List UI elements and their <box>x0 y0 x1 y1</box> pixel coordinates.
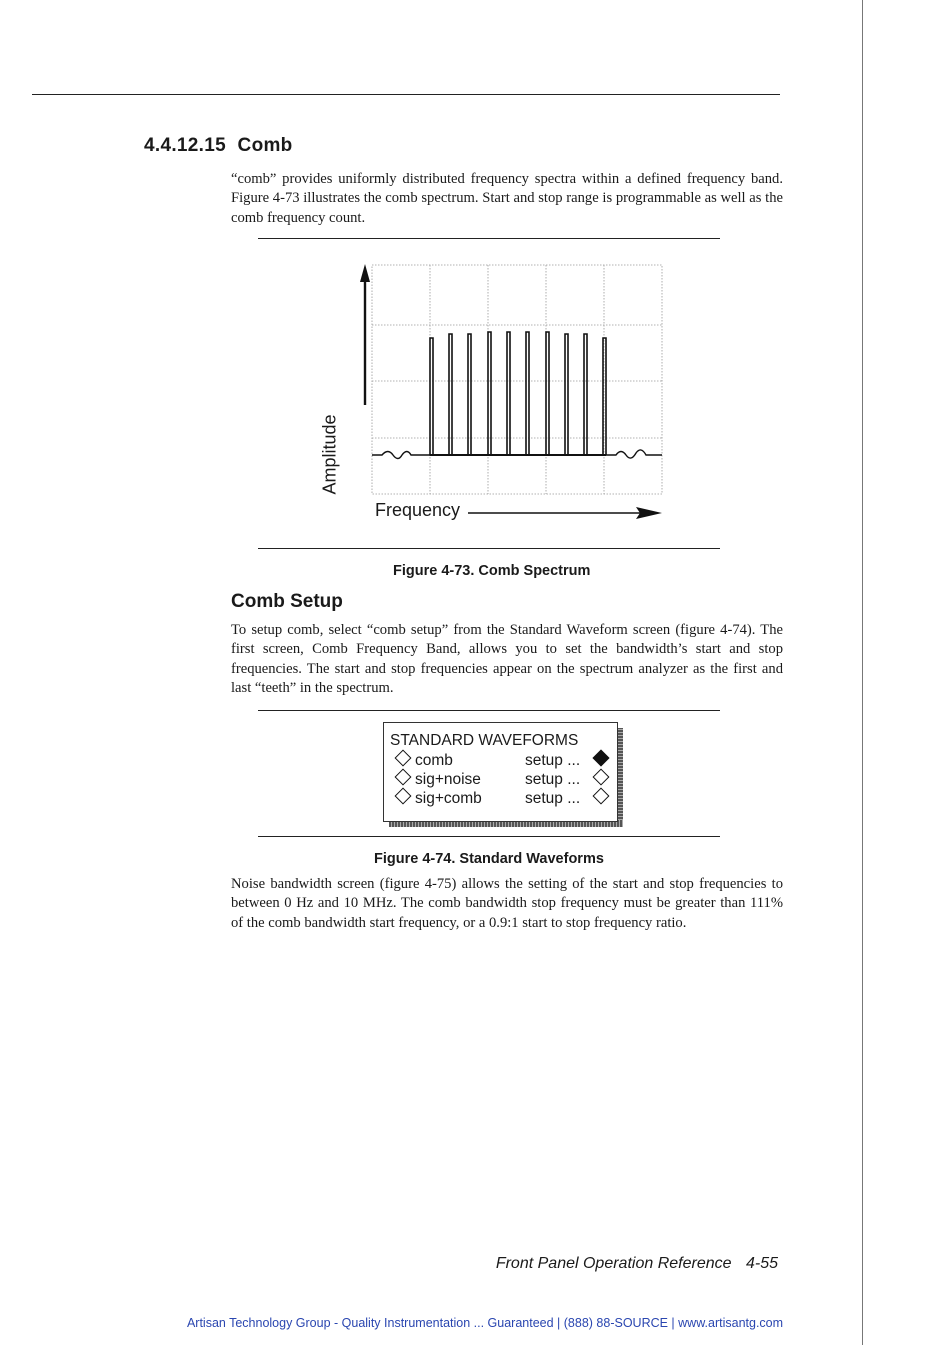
comb-spectrum-diagram <box>300 250 680 540</box>
frequency-label: Frequency <box>375 500 461 520</box>
option-label: sig+noise <box>415 771 481 788</box>
amplitude-label: Amplitude <box>319 414 340 495</box>
amplitude-arrow-icon <box>360 264 370 405</box>
footer-reference <box>496 1255 778 1273</box>
figure1-bottom-rule <box>258 548 720 549</box>
scan-edge-line <box>862 0 863 1345</box>
comb-setup-paragraph: To setup comb, select “comb setup” from the Standard Waveform screen (figure 4-74). The first screen, Comb Frequency Band, allows you to set the bandwidth’s start and stop frequencies. The start and stop frequencies appear on the spectrum analyzer as the first and last “teeth” in the spectrum. <box>231 622 783 697</box>
setup-sig-noise[interactable]: setup ... <box>525 771 581 788</box>
option-sig-noise[interactable] <box>395 771 481 789</box>
option-comb[interactable] <box>395 752 453 770</box>
setup-comb[interactable]: setup ... <box>525 752 581 769</box>
spectrum-grid <box>372 265 662 494</box>
screen-title: STANDARD WAVEFORMS <box>390 732 579 749</box>
header-rule <box>32 94 780 95</box>
standard-waveforms-screen <box>383 722 618 822</box>
option-sig-comb[interactable] <box>395 790 482 808</box>
comb-setup-heading: Comb Setup <box>231 591 343 612</box>
source-footer-link[interactable]: Artisan Technology Group - Quality Instrumentation ... Guaranteed | (888) 88-SOURCE | www.artisantg.com <box>186 1316 784 1330</box>
option-label: sig+comb <box>415 790 482 807</box>
selected-diamond-icon <box>593 752 613 770</box>
figure2-top-rule <box>258 710 720 711</box>
section-heading <box>144 135 293 157</box>
option-label: comb <box>415 752 453 769</box>
menu-row-comb[interactable] <box>395 752 615 771</box>
radio-diamond-icon[interactable] <box>395 750 412 767</box>
radio-diamond-icon[interactable] <box>395 769 412 786</box>
unselected-diamond-icon <box>593 771 613 789</box>
menu-row-sig-noise[interactable] <box>395 771 615 790</box>
page-number: 4-55 <box>745 1255 778 1272</box>
menu-row-sig-comb[interactable] <box>395 790 615 809</box>
radio-diamond-icon[interactable] <box>395 788 412 805</box>
figure2-caption: Figure 4-74. Standard Waveforms <box>374 851 604 867</box>
footer-reference-title: Front Panel Operation Reference <box>495 1255 732 1272</box>
comb-teeth <box>430 332 606 455</box>
section-number: 4.4.12.15 <box>144 135 226 156</box>
figure2-bottom-rule <box>258 836 720 837</box>
unselected-diamond-icon <box>593 790 613 808</box>
noise-paragraph: Noise bandwidth screen (figure 4-75) allows the setting of the start and stop frequencies to between 0 Hz and 10 MHz. The comb bandwidth stop frequency must be greater than 111% of the comb bandwidth start frequency, or a 0.9:1 start to stop frequency ratio. <box>231 876 783 931</box>
setup-sig-comb[interactable]: setup ... <box>525 790 581 807</box>
figure1-top-rule <box>258 238 720 239</box>
intro-paragraph: “comb” provides uniformly distributed frequency spectra within a defined frequency band. Figure 4-73 illustrates the comb spectrum. Start and stop range is programmable as well as the comb frequency count. <box>231 171 783 226</box>
section-title: Comb <box>237 135 293 156</box>
figure1-caption: Figure 4-73. Comb Spectrum <box>393 563 591 579</box>
frequency-arrow-icon <box>468 507 662 519</box>
